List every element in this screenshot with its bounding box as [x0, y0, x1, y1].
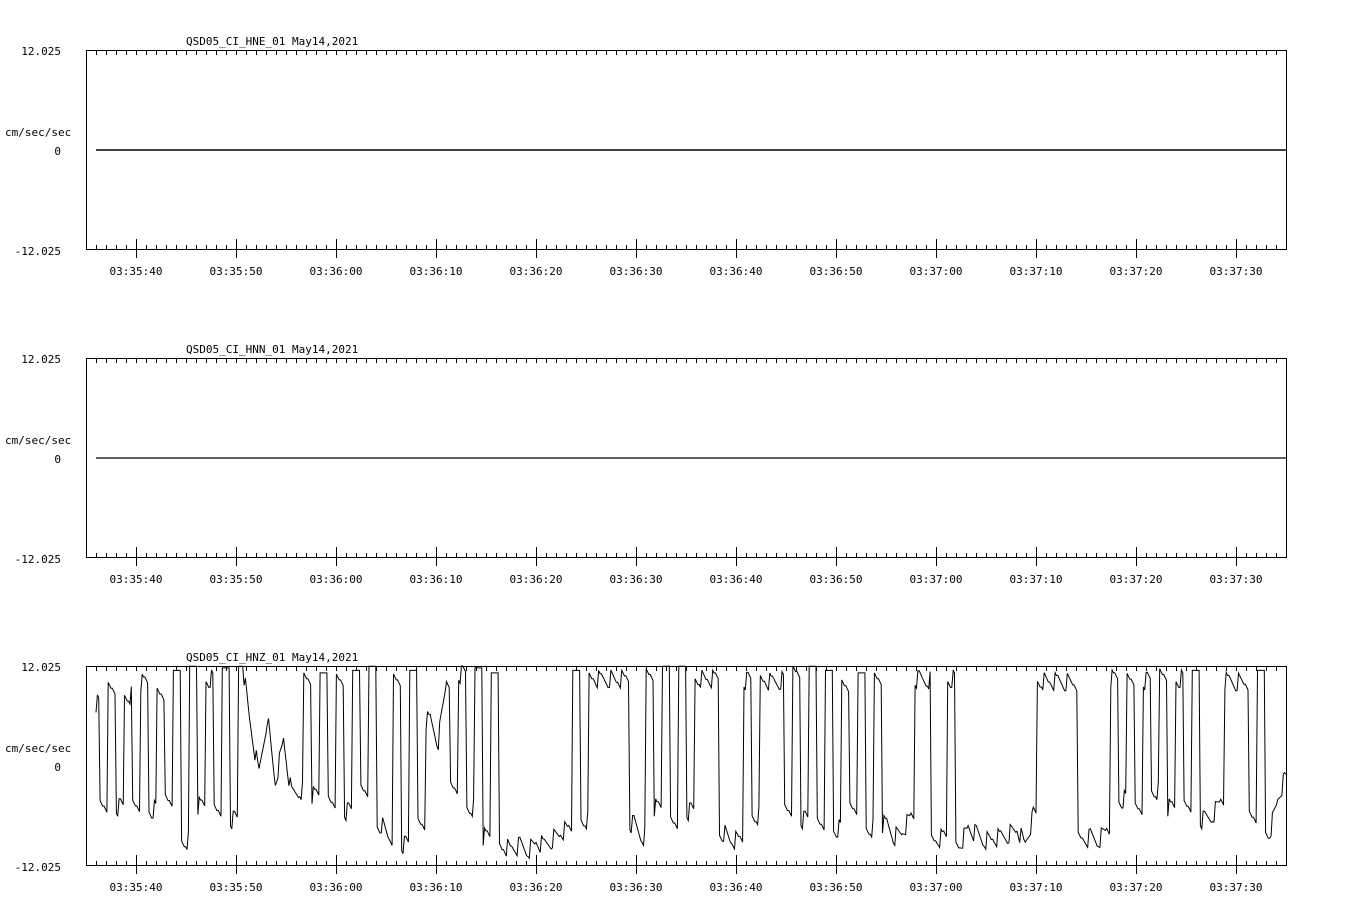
x-tick-label: 03:37:30 — [1209, 881, 1263, 894]
x-tick-label: 03:35:40 — [109, 573, 163, 586]
x-tick-label: 03:37:20 — [1109, 265, 1163, 278]
y-zero-label: 0 — [54, 453, 61, 466]
x-tick-label: 03:36:00 — [309, 573, 363, 586]
x-tick-label: 03:36:10 — [409, 265, 463, 278]
x-tick-label: 03:36:20 — [509, 573, 563, 586]
x-ticks — [87, 358, 1287, 566]
y-axis-label: cm/sec/sec — [5, 434, 72, 447]
x-tick-label: 03:35:40 — [109, 881, 163, 894]
panel-title: QSD05_CI_HNE_01 May14,2021 — [186, 35, 359, 48]
x-tick-label: 03:36:20 — [509, 881, 563, 894]
y-min-label: -12.025 — [14, 861, 61, 874]
y-max-label: 12.025 — [21, 661, 61, 674]
x-tick-label: 03:36:10 — [409, 881, 463, 894]
x-tick-label: 03:37:00 — [909, 265, 963, 278]
x-ticks — [87, 50, 1287, 258]
x-tick-label: 03:37:30 — [1209, 265, 1263, 278]
panel-title: QSD05_CI_HNZ_01 May14,2021 — [186, 651, 359, 664]
x-tick-label: 03:37:10 — [1009, 881, 1063, 894]
x-tick-label: 03:37:10 — [1009, 573, 1063, 586]
x-tick-label: 03:36:30 — [609, 573, 663, 586]
x-tick-label: 03:36:40 — [709, 881, 763, 894]
x-tick-label: 03:36:10 — [409, 573, 463, 586]
x-tick-label: 03:37:30 — [1209, 573, 1263, 586]
x-tick-label: 03:36:20 — [509, 265, 563, 278]
panel-hnn — [5, 343, 1287, 586]
x-tick-label: 03:37:00 — [909, 881, 963, 894]
x-tick-label: 03:35:40 — [109, 265, 163, 278]
y-max-label: 12.025 — [21, 45, 61, 58]
panel-title: QSD05_CI_HNN_01 May14,2021 — [186, 343, 359, 356]
x-tick-label: 03:36:30 — [609, 881, 663, 894]
x-tick-label: 03:36:00 — [309, 265, 363, 278]
x-tick-label: 03:35:50 — [209, 573, 263, 586]
y-axis-label: cm/sec/sec — [5, 742, 72, 755]
y-min-label: -12.025 — [14, 245, 61, 258]
x-tick-label: 03:36:40 — [709, 573, 763, 586]
panel-hnz — [5, 651, 1287, 894]
x-tick-labels — [110, 881, 1263, 894]
x-tick-label: 03:37:20 — [1109, 573, 1163, 586]
x-tick-labels — [110, 573, 1263, 586]
x-tick-label: 03:36:00 — [309, 881, 363, 894]
x-tick-label: 03:37:10 — [1009, 265, 1063, 278]
trace-hnz — [96, 666, 1286, 858]
x-tick-label: 03:35:50 — [209, 265, 263, 278]
x-tick-label: 03:35:50 — [209, 881, 263, 894]
x-tick-label: 03:36:40 — [709, 265, 763, 278]
y-min-label: -12.025 — [14, 553, 61, 566]
panel-hne — [5, 35, 1287, 278]
x-tick-label: 03:37:20 — [1109, 881, 1163, 894]
x-tick-label: 03:36:50 — [809, 265, 863, 278]
x-tick-label: 03:36:50 — [809, 573, 863, 586]
x-tick-labels — [110, 265, 1263, 278]
y-zero-label: 0 — [54, 761, 61, 774]
x-tick-label: 03:36:50 — [809, 881, 863, 894]
x-tick-label: 03:37:00 — [909, 573, 963, 586]
x-tick-label: 03:36:30 — [609, 265, 663, 278]
y-zero-label: 0 — [54, 145, 61, 158]
y-max-label: 12.025 — [21, 353, 61, 366]
y-axis-label: cm/sec/sec — [5, 126, 72, 139]
